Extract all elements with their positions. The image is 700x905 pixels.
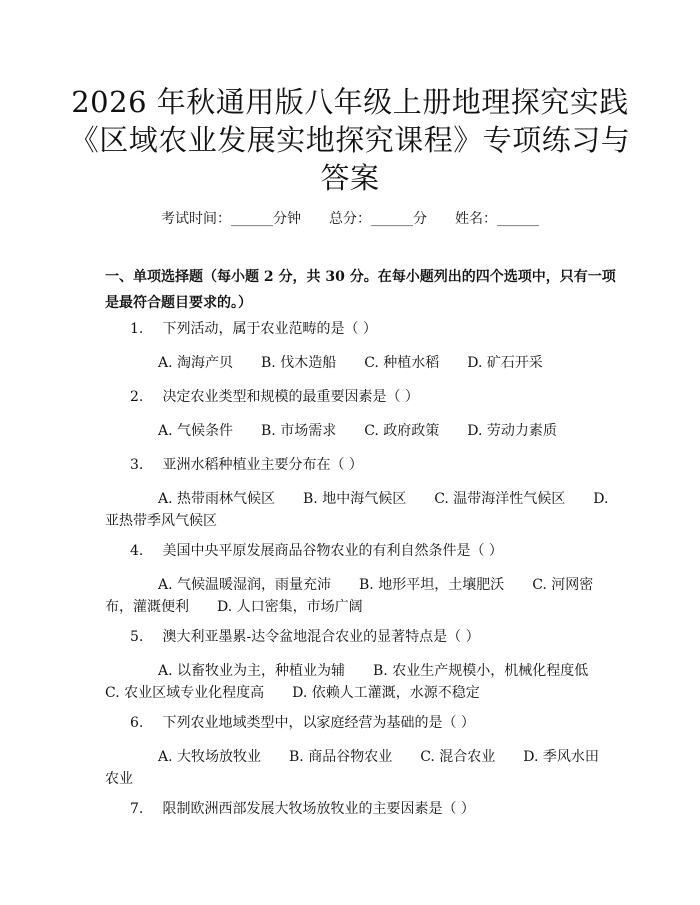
question-text: 下列活动，属于农业范畴的是（ ） (162, 321, 377, 337)
question-text: 决定农业类型和规模的最重要因素是（ ） (162, 389, 419, 405)
question-text: 限制欧洲西部发展大牧场放牧业的主要因素是（ ） (162, 801, 475, 817)
question-text: 美国中央平原发展商品谷物农业的有利自然条件是（ ） (162, 543, 503, 559)
section-heading-line-2: 是最符合题目要求的。） (105, 295, 252, 311)
question-3-options: A. 热带雨林气候区 B. 地中海气候区 C. 温带海洋性气候区 D. (158, 491, 609, 507)
question-number: 4. (130, 543, 144, 559)
question-number: 1. (130, 321, 144, 337)
question-4-options: A. 气候温暖湿润，雨量充沛 B. 地形平坦，土壤肥沃 C. 河网密 (158, 577, 594, 593)
question-2-options: A. 气候条件 B. 市场需求 C. 政府政策 D. 劳动力素质 (158, 423, 557, 439)
question-text: 下列农业地域类型中，以家庭经营为基础的是（ ） (162, 715, 475, 731)
question-2 (130, 386, 419, 406)
question-1 (130, 318, 377, 338)
question-1-options: A. 淘海产贝 B. 伐木造船 C. 种植水稻 D. 矿石开采 (158, 355, 543, 371)
section-heading-line-1: 一、单项选择题（每小题 2 分，共 30 分。在每小题列出的四个选项中，只有一项 (105, 269, 616, 285)
question-7 (130, 798, 475, 818)
question-5-options-cont: C. 农业区域专业化程度高 D. 依赖人工灌溉，水源不稳定 (105, 685, 480, 701)
question-6 (130, 712, 475, 732)
doc-title-line-2: 《区域农业发展实地探究课程》专项练习与 (69, 123, 631, 157)
question-number: 6. (130, 715, 144, 731)
doc-title-line-1: 2026 年秋通用版八年级上册地理探究实践 (71, 85, 629, 119)
question-4-options-cont: 布，灌溉便利 D. 人口密集，市场广阔 (105, 599, 363, 615)
question-number: 7. (130, 801, 144, 817)
doc-title-line-3: 答案 (320, 161, 380, 195)
question-4 (130, 540, 503, 560)
question-3 (130, 454, 363, 474)
question-number: 3. (130, 457, 144, 473)
question-text: 亚洲水稻种植业主要分布在（ ） (162, 457, 363, 473)
question-text: 澳大利亚墨累-达令盆地混合农业的显著特点是（ ） (162, 629, 480, 645)
question-5-options: A. 以畜牧业为主，种植业为辅 B. 农业生产规模小，机械化程度低 (158, 663, 589, 679)
exam-meta-info: 考试时间：______分钟 总分：______分 姓名：______ (161, 211, 539, 227)
question-number: 2. (130, 389, 144, 405)
question-6-options: A. 大牧场放牧业 B. 商品谷物农业 C. 混合农业 D. 季风水田 (158, 749, 599, 765)
question-number: 5. (130, 629, 144, 645)
question-5 (130, 626, 480, 646)
question-6-options-cont: 农业 (105, 771, 133, 787)
question-3-options-cont: 亚热带季风气候区 (105, 513, 217, 529)
